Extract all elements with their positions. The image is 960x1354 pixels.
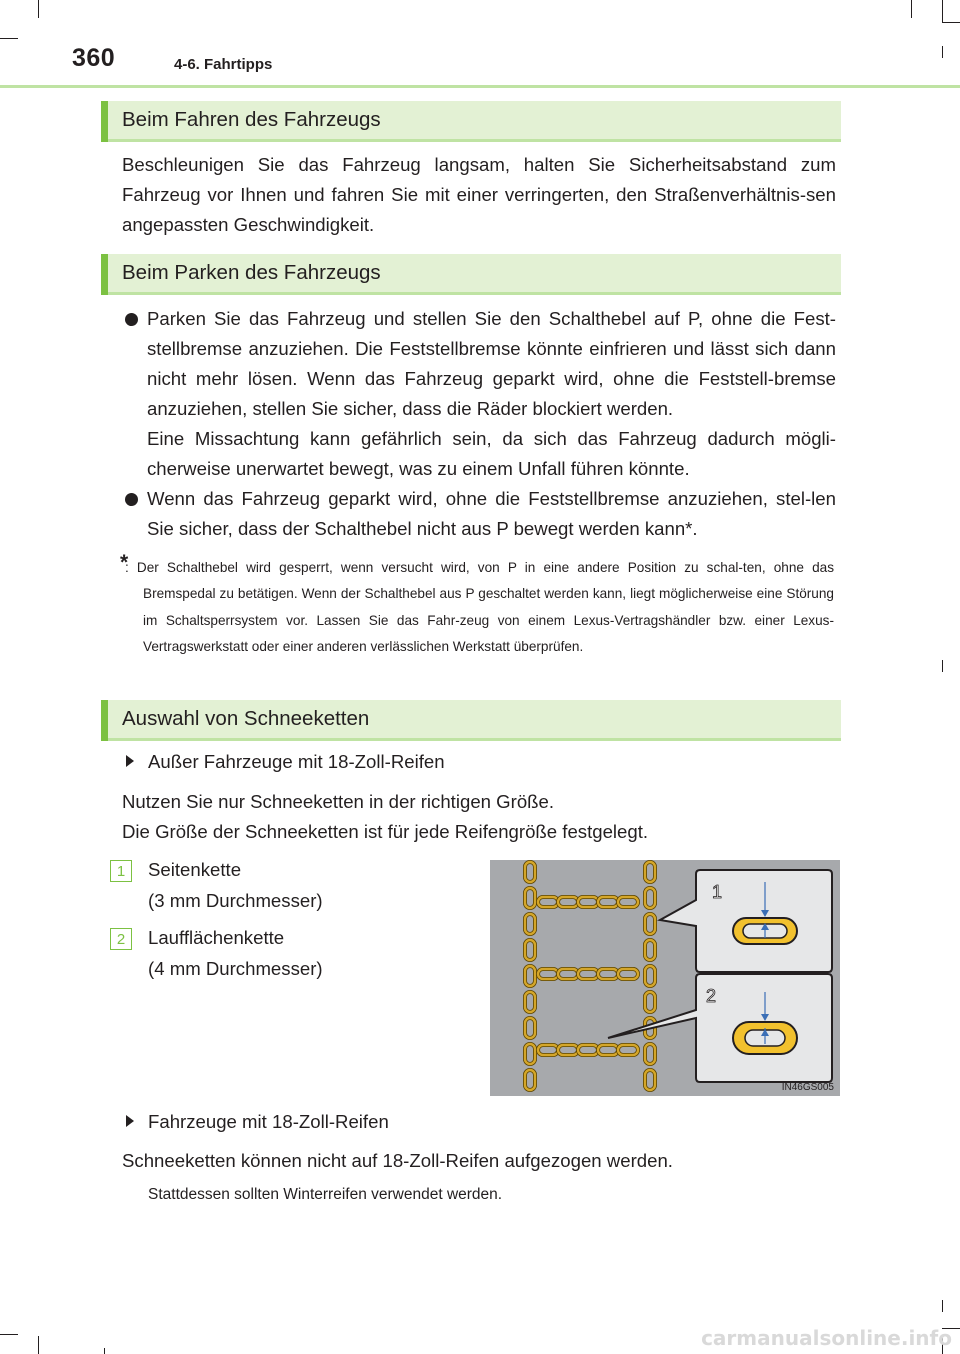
item-label: (4 mm Durchmesser) bbox=[148, 958, 323, 979]
heading-text: Beim Parken des Fahrzeugs bbox=[122, 261, 381, 284]
crop-mark bbox=[38, 0, 39, 18]
snow-chain-illustration bbox=[490, 860, 840, 1096]
side-chain-left bbox=[525, 862, 535, 1090]
bullet-text: Wenn das Fahrzeug geparkt wird, ohne die Feststellbremse anzuziehen, stel-len Sie sicher, dass der Schalthebel nicht aus P bewegt werden kann*. bbox=[147, 488, 836, 539]
footnote-text: : Der Schalthebel wird gesperrt, wenn versucht wird, von P in eine andere Position zu schal-ten, ohne das Bremspedal zu betätigen. Wenn der Schalthebel aus P geschaltet werden kann, liegt möglicherweise eine Störung im Schaltsperrsystem vor. Lassen Sie das Fahr-zeug von einem Lexus-Vertragshändler bzw. einer Lexus-Vertragswerkstatt oder einer anderen verlässlichen Werkstatt überprüfen. bbox=[125, 560, 834, 655]
item-label: Seitenkette bbox=[148, 859, 242, 880]
subsection-label: Fahrzeuge mit 18-Zoll-Reifen bbox=[148, 1111, 389, 1132]
paragraph-line: Schneeketten können nicht auf 18-Zoll-Reifen aufgezogen werden. bbox=[122, 1150, 673, 1171]
tread-chain bbox=[538, 1045, 638, 1055]
callout-side-chain bbox=[660, 870, 832, 972]
heading-text: Beim Fahren des Fahrzeugs bbox=[122, 108, 381, 131]
driving-paragraph: Beschleunigen Sie das Fahrzeug langsam, halten Sie Sicherheitsabstand zum Fahrzeug vor Ihnen und fahren Sie mit einer verringerten, den Straßenverhältnis-sen angepassten Geschwindigkeit. bbox=[122, 154, 836, 235]
crop-mark bbox=[911, 0, 912, 18]
crop-mark bbox=[942, 1300, 943, 1312]
tread-chain bbox=[538, 897, 638, 907]
paragraph-line: Nutzen Sie nur Schneeketten in der richtigen Größe. bbox=[122, 791, 555, 812]
heading-text: Auswahl von Schneeketten bbox=[122, 707, 370, 730]
paragraph-line: Die Größe der Schneeketten ist für jede Reifengröße festgelegt. bbox=[122, 821, 649, 842]
triangle-bullet-icon bbox=[126, 755, 134, 767]
crop-mark bbox=[104, 1348, 105, 1354]
bullet-icon bbox=[125, 493, 138, 506]
crop-mark bbox=[942, 660, 943, 672]
heading-accent-bar bbox=[101, 101, 108, 142]
subsection-label: Außer Fahrzeuge mit 18-Zoll-Reifen bbox=[148, 751, 445, 772]
crop-mark bbox=[0, 38, 18, 39]
callout-tread-chain bbox=[608, 974, 832, 1082]
subsection-title bbox=[122, 751, 445, 773]
section-heading-snow-chains bbox=[101, 700, 841, 741]
crop-mark bbox=[38, 1336, 39, 1354]
header-rule bbox=[0, 85, 960, 88]
bullet-extra-text: Eine Missachtung kann gefährlich sein, da sich das Fahrzeug dadurch mögli-cherweise unerwartet bewegt, was zu einem Unfall führen könnte. bbox=[147, 428, 836, 479]
number-badge: 2 bbox=[110, 928, 132, 950]
figure-code: IN46GS005 bbox=[781, 1082, 834, 1093]
item-label: Laufflächenkette bbox=[148, 927, 285, 948]
crop-mark bbox=[942, 22, 960, 23]
watermark: carmanualsonline.info bbox=[701, 1326, 952, 1350]
section-heading-parking bbox=[101, 254, 841, 295]
svg-text:2: 2 bbox=[706, 986, 717, 1006]
item-label: (3 mm Durchmesser) bbox=[148, 890, 323, 911]
section-heading-driving bbox=[101, 101, 841, 142]
triangle-bullet-icon bbox=[126, 1115, 134, 1127]
tread-chain bbox=[538, 969, 638, 979]
bullet-text: Parken Sie das Fahrzeug und stellen Sie den Schalthebel auf P, ohne die Fest-stellbremse anzuziehen. Die Feststellbremse könnte einfrieren und lässt sich dann nicht mehr lösen. Wenn das Fahrzeug geparkt wird, ohne die Feststell-bremse anzuziehen, stellen Sie sicher, dass die Räder blockiert werden. bbox=[147, 308, 836, 419]
page-number: 360 bbox=[72, 44, 116, 72]
note-text: Stattdessen sollten Winterreifen verwendet werden. bbox=[148, 1186, 503, 1203]
crop-mark bbox=[942, 46, 943, 58]
crop-mark bbox=[942, 0, 943, 22]
bullet-icon bbox=[125, 313, 138, 326]
number-badge: 1 bbox=[110, 860, 132, 882]
list-item bbox=[122, 304, 836, 484]
heading-accent-bar bbox=[101, 700, 108, 741]
snow-chain-figure bbox=[490, 860, 840, 1096]
chapter-title: 4-6. Fahrtipps bbox=[174, 56, 273, 73]
subsection-title bbox=[122, 1111, 389, 1133]
crop-mark bbox=[0, 1334, 18, 1335]
footnote-mark: * bbox=[120, 551, 129, 574]
svg-text:1: 1 bbox=[712, 882, 723, 902]
heading-accent-bar bbox=[101, 254, 108, 295]
list-item bbox=[122, 484, 836, 544]
side-chain-right bbox=[645, 862, 655, 1090]
